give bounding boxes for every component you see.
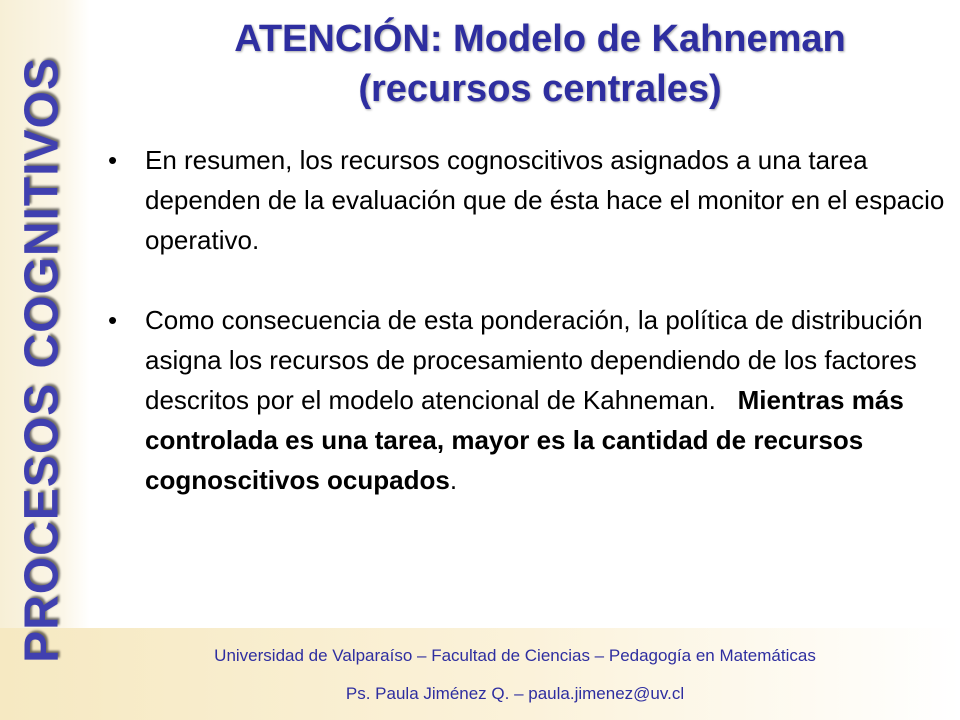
footer-institution: Universidad de Valparaíso – Facultad de Ciencias – Pedagogía en Matemáticas xyxy=(214,646,816,665)
bullet-marker: • xyxy=(108,305,118,335)
slide-body xyxy=(100,140,950,500)
bullet-text: Como consecuencia de esta ponderación, la política de distribución asigna los recursos de procesamiento dependiendo de los factores descritos por el modelo atencional de Kahneman. xyxy=(145,305,923,415)
footer-author-contact: Ps. Paula Jiménez Q. – paula.jimenez@uv.cl xyxy=(345,684,685,703)
bullet-marker: • xyxy=(108,145,118,175)
footer-decor-band xyxy=(0,628,960,720)
bullet-end-punctuation: . xyxy=(449,465,458,495)
bullet-item-1 xyxy=(100,140,950,260)
bullet-emphasis-text: Mientras más controlada es una tarea, mayor es la cantidad de recursos cognoscitivos ocupados xyxy=(145,385,904,495)
bullet-item-2 xyxy=(100,300,950,500)
slide-title-line-1: ATENCIÓN: Modelo de Kahneman xyxy=(234,18,846,60)
bullet-text: En resumen, los recursos cognoscitivos asignados a una tarea dependen de la evaluación que de ésta hace el monitor en el espacio operativo. xyxy=(145,145,945,255)
slide-title-line-2: (recursos centrales) xyxy=(358,68,722,110)
slide-title xyxy=(140,14,940,114)
vertical-section-title: PROCESOS COGNITIVOS xyxy=(15,57,69,663)
